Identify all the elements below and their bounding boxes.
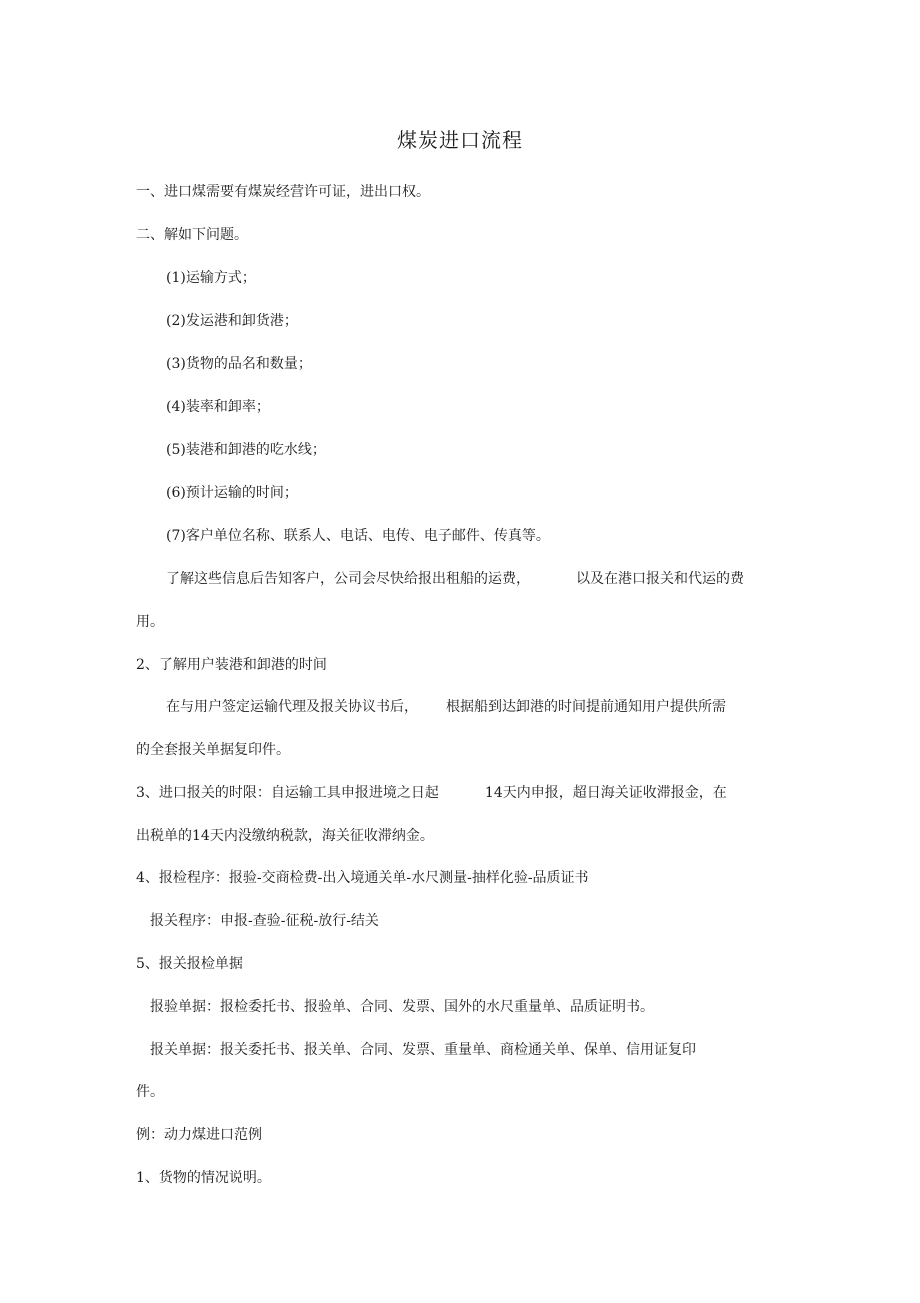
list-item: (5)装港和卸港的吃水线； bbox=[166, 442, 326, 458]
section-5-heading: 5、报关报检单据 bbox=[136, 956, 243, 972]
section-4-part-a: 3、进口报关的时限：自运输工具申报进境之日起 bbox=[136, 785, 439, 801]
paragraph-2-part-a: 在与用户签定运输代理及报关协议书后， bbox=[166, 699, 418, 715]
list-item: (1)运输方式； bbox=[166, 270, 256, 286]
section-1-text: 一、进口煤需要有煤炭经营许可证，进出口权。 bbox=[136, 184, 430, 200]
section-4-line-2: 出税单的14天内没缴纳税款，海关征收滞纳金。 bbox=[136, 828, 434, 844]
paragraph-1-line-1 bbox=[166, 569, 744, 589]
list-item: (4)装率和卸率； bbox=[166, 399, 270, 415]
list-item: (6)预计运输的时间； bbox=[166, 485, 298, 501]
list-item: (2)发运港和卸货港； bbox=[166, 313, 298, 329]
document-title: 煤炭进口流程 bbox=[397, 128, 523, 152]
list-item: (7)客户单位名称、联系人、电话、电传、电子邮件、传真等。 bbox=[166, 528, 550, 544]
customs-documents-line-2: 件。 bbox=[136, 1084, 164, 1100]
section-4-line-1 bbox=[136, 783, 727, 803]
paragraph-1-part-b: 以及在港口报关和代运的费 bbox=[576, 571, 744, 587]
paragraph-2-part-b: 根据船到达卸港的时间提前通知用户提供所需 bbox=[446, 699, 726, 715]
section-2-heading: 二、解如下问题。 bbox=[136, 227, 248, 243]
section-4-part-b: 14天内申报，超日海关证收滞报金，在 bbox=[484, 785, 727, 801]
example-item-1: 1、货物的情况说明。 bbox=[136, 1170, 271, 1186]
section-3-heading: 2、了解用户装港和卸港的时间 bbox=[136, 657, 327, 673]
customs-documents-line-1: 报关单据：报关委托书、报关单、合同、发票、重量单、商检通关单、保单、信用证复印 bbox=[150, 1042, 696, 1058]
paragraph-1-line-2: 用。 bbox=[136, 614, 164, 630]
paragraph-2-line-2: 的全套报关单据复印件。 bbox=[136, 742, 290, 758]
list-item: (3)货物的品名和数量； bbox=[166, 356, 312, 372]
inspection-documents: 报验单据：报检委托书、报验单、合同、发票、国外的水尺重量单、品质证明书。 bbox=[150, 999, 654, 1015]
customs-procedure: 报关程序：申报-查验-征税-放行-结关 bbox=[150, 913, 379, 929]
inspection-procedure: 4、报检程序：报验-交商检费-出入境通关单-水尺测量-抽样化验-品质证书 bbox=[136, 870, 589, 886]
paragraph-1-part-a: 了解这些信息后告知客户，公司会尽快给报出租船的运费， bbox=[166, 571, 530, 587]
example-heading: 例：动力煤进口范例 bbox=[136, 1127, 262, 1143]
paragraph-2-line-1 bbox=[166, 697, 726, 717]
